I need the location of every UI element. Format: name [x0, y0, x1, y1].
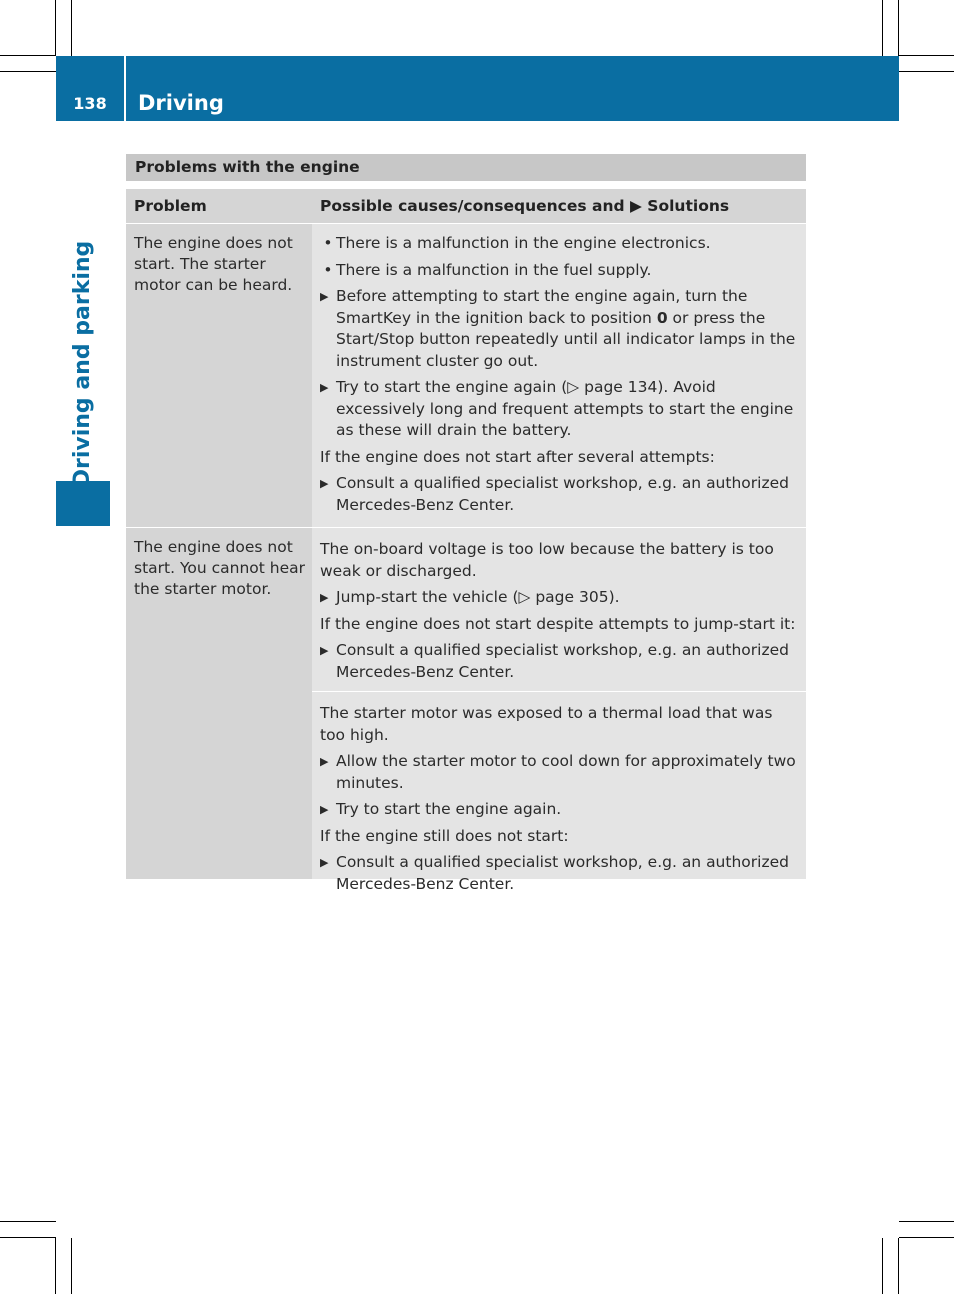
- solution-step: [320, 286, 799, 372]
- step-text-main: Consult a qualified specialist workshop, e.g. an authorized Mercedes-Benz Center.: [336, 853, 789, 893]
- step-text-main: Try to start the engine again (▷ page 134). Avoid excessively long and frequent attempts to start the engine as these will drain the battery.: [336, 378, 794, 439]
- page-number: 138: [73, 94, 107, 113]
- step-text-main: There is a malfunction in the fuel supply.: [336, 260, 652, 279]
- step-text: [336, 286, 799, 372]
- crop-mark: [0, 1237, 56, 1238]
- step-arrow-icon: ▶: [320, 477, 329, 490]
- step-text: [336, 640, 799, 683]
- step-text-main: Allow the starter motor to cool down for approximately two minutes.: [336, 752, 796, 792]
- ignition-position: 0: [656, 308, 668, 327]
- step-text: [336, 799, 799, 821]
- solution-step: [320, 751, 799, 794]
- crop-mark: [899, 55, 954, 56]
- solution-step: [320, 852, 799, 895]
- bullet-item: [320, 260, 799, 282]
- table-body: [126, 224, 806, 893]
- crop-mark: [0, 71, 56, 72]
- step-text: [336, 233, 799, 255]
- step-text-main: Consult a qualified specialist workshop, e.g. an authorized Mercedes-Benz Center.: [336, 641, 789, 681]
- crop-mark: [882, 0, 883, 56]
- crop-mark: [71, 1238, 72, 1294]
- solution-step: [320, 473, 799, 516]
- step-text-main: Consult a qualified specialist workshop, e.g. an authorized Mercedes-Benz Center.: [336, 474, 789, 514]
- step-arrow-icon: ▶: [320, 755, 329, 768]
- header-divider: [124, 56, 126, 121]
- solution-column: [312, 224, 806, 527]
- solution-cell: [312, 691, 806, 893]
- problem-cell: The engine does not start. You cannot hear the starter motor.: [126, 528, 312, 879]
- step-arrow-icon: ▶: [320, 803, 329, 816]
- solution-step: [320, 587, 799, 609]
- step-text-main: Before attempting to start the engine again, turn the SmartKey in the ignition back to position: [336, 287, 748, 327]
- crop-mark: [71, 0, 72, 56]
- problems-table: [126, 189, 806, 893]
- crop-mark: [899, 1237, 954, 1238]
- cause-text: If the engine still does not start:: [320, 826, 569, 845]
- step-text: [336, 260, 799, 282]
- step-arrow-icon: ▶: [320, 381, 329, 394]
- chapter-tab: [56, 481, 110, 526]
- step-arrow-icon: ▶: [320, 644, 329, 657]
- table-header-row: [126, 189, 806, 224]
- bullet-icon: •: [323, 260, 333, 279]
- table-row: [126, 224, 806, 527]
- crop-mark: [55, 0, 56, 56]
- cause-text: The starter motor was exposed to a thermal load that was too high.: [320, 704, 773, 744]
- step-arrow-icon: ▶: [320, 591, 329, 604]
- solution-cell: [312, 528, 806, 691]
- problem-cell: The engine does not start. The starter motor can be heard.: [126, 224, 312, 527]
- crop-mark: [898, 0, 899, 56]
- crop-mark: [899, 1221, 954, 1222]
- page-heading: Driving: [138, 91, 224, 115]
- crop-mark: [898, 1238, 899, 1294]
- solution-step: [320, 640, 799, 683]
- step-arrow-icon: ▶: [320, 856, 329, 869]
- bullet-icon: •: [323, 234, 333, 252]
- bullet-item: [320, 233, 799, 255]
- column-header-solutions: Possible causes/consequences and ▶ Solutions: [320, 197, 730, 215]
- crop-mark: [0, 1221, 56, 1222]
- crop-mark: [55, 1238, 56, 1294]
- step-text: [336, 473, 799, 516]
- crop-mark: [899, 71, 954, 72]
- solution-column: [312, 528, 806, 893]
- crop-mark: [882, 1238, 883, 1294]
- step-text-continued: or press the Start/Stop button repeatedly until all indicator lamps in the instrument cluster go out.: [336, 308, 796, 370]
- table-row: [126, 527, 806, 893]
- crop-mark: [0, 55, 56, 56]
- step-text-main: There is a malfunction in the engine electronics.: [336, 234, 711, 252]
- step-text: [336, 377, 799, 442]
- chapter-side-label: Driving and parking: [70, 240, 95, 488]
- section-title: Problems with the engine: [126, 154, 806, 181]
- solution-step: [320, 377, 799, 442]
- cause-text: If the engine does not start despite attempts to jump-start it:: [320, 614, 796, 633]
- step-text: [336, 751, 799, 794]
- step-text: [336, 852, 799, 895]
- step-text: [336, 587, 799, 609]
- cause-text: If the engine does not start after several attempts:: [320, 447, 715, 466]
- cause-text: The on-board voltage is too low because the battery is too weak or discharged.: [320, 540, 774, 580]
- step-text-main: Jump-start the vehicle (▷ page 305).: [336, 588, 620, 606]
- column-header-problem: Problem: [134, 197, 207, 215]
- solution-cell: [312, 224, 806, 527]
- step-arrow-icon: ▶: [320, 290, 329, 303]
- step-text-main: Try to start the engine again.: [336, 800, 562, 818]
- solution-step: [320, 799, 799, 821]
